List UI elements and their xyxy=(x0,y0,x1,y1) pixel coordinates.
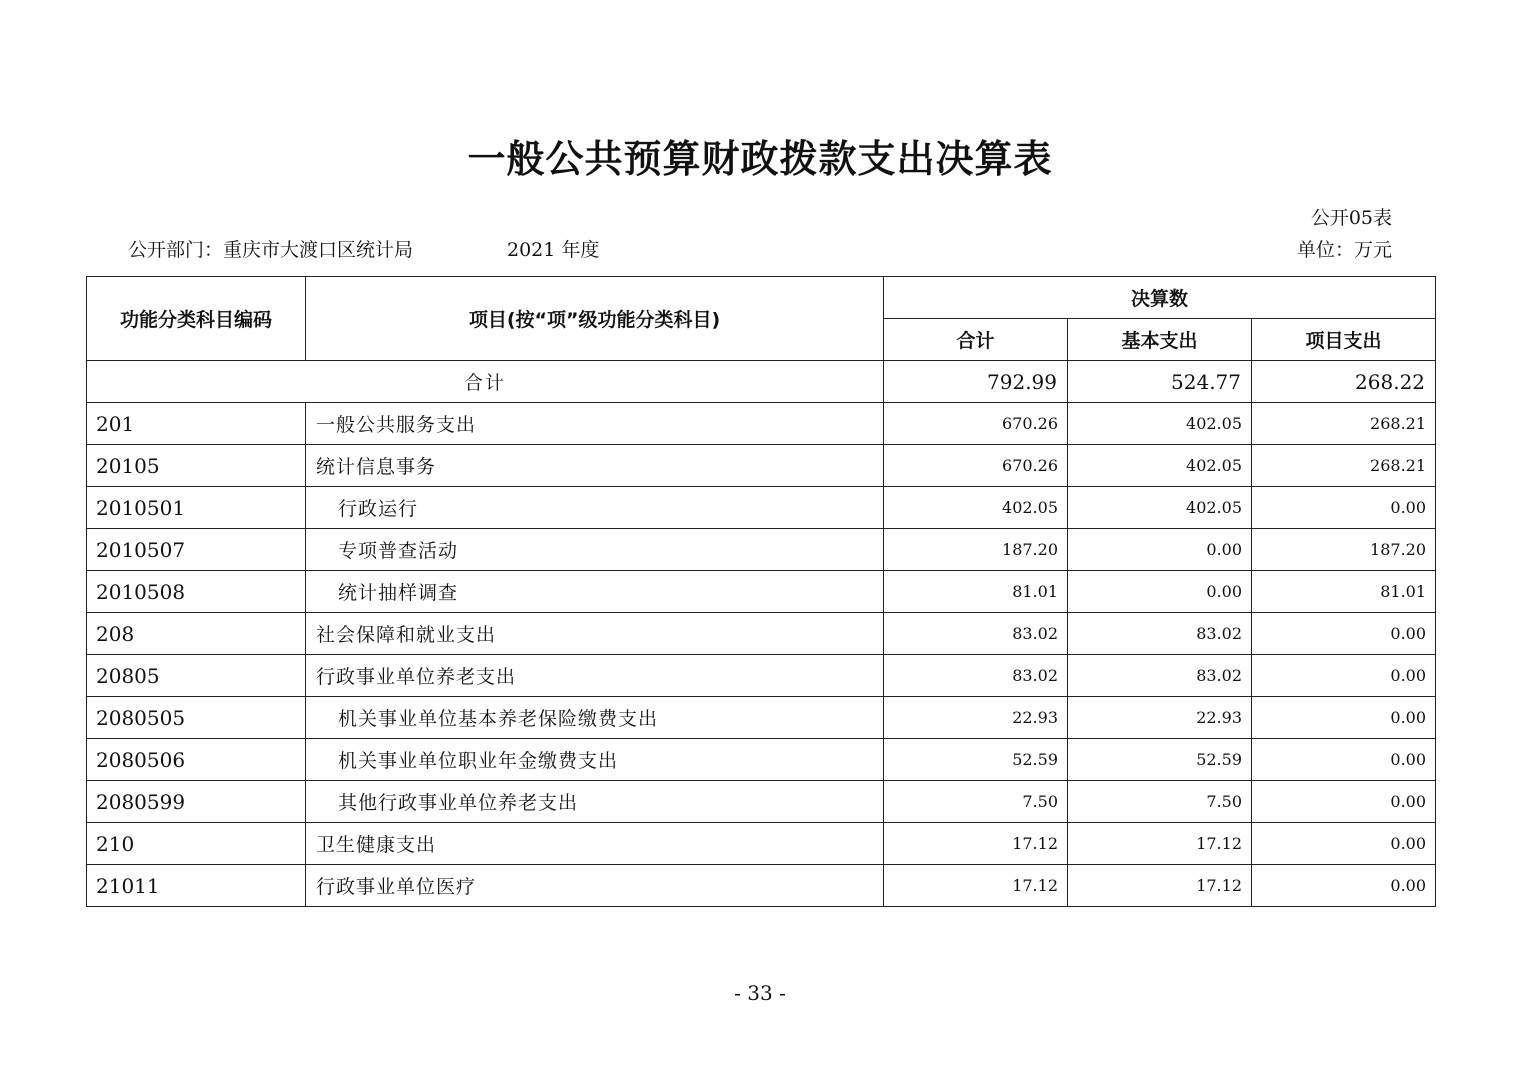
row-code: 2080505 xyxy=(87,697,306,739)
row-total: 670.26 xyxy=(884,403,1068,445)
row-code: 210 xyxy=(87,823,306,865)
row-basic: 0.00 xyxy=(1068,529,1252,571)
row-project: 268.21 xyxy=(1252,403,1436,445)
row-basic: 402.05 xyxy=(1068,403,1252,445)
row-total: 81.01 xyxy=(884,571,1068,613)
table-row xyxy=(87,739,1436,781)
row-code: 21011 xyxy=(87,865,306,907)
row-code: 20805 xyxy=(87,655,306,697)
table-row xyxy=(87,403,1436,445)
total-row xyxy=(87,361,1436,403)
unit-label: 单位：万元 xyxy=(1296,239,1392,261)
row-project: 0.00 xyxy=(1252,697,1436,739)
table-row xyxy=(87,571,1436,613)
row-project: 0.00 xyxy=(1252,487,1436,529)
row-project: 0.00 xyxy=(1252,655,1436,697)
table-row xyxy=(87,697,1436,739)
header-total: 合计 xyxy=(884,319,1068,361)
row-basic: 7.50 xyxy=(1068,781,1252,823)
header-group: 决算数 xyxy=(884,277,1436,319)
row-item-name: 机关事业单位基本养老保险缴费支出 xyxy=(306,697,884,739)
expenditure-table xyxy=(86,276,1436,907)
table-number: 公开05表 xyxy=(1310,207,1392,229)
row-code: 2010507 xyxy=(87,529,306,571)
row-project: 187.20 xyxy=(1252,529,1436,571)
row-project: 0.00 xyxy=(1252,613,1436,655)
table-row xyxy=(87,781,1436,823)
row-project: 0.00 xyxy=(1252,865,1436,907)
row-basic: 52.59 xyxy=(1068,739,1252,781)
row-project: 0.00 xyxy=(1252,781,1436,823)
row-item-name: 卫生健康支出 xyxy=(306,823,884,865)
table-row xyxy=(87,823,1436,865)
table-row xyxy=(87,613,1436,655)
row-basic: 83.02 xyxy=(1068,613,1252,655)
row-item-name: 行政事业单位医疗 xyxy=(306,865,884,907)
row-item-name: 机关事业单位职业年金缴费支出 xyxy=(306,739,884,781)
header-project: 项目支出 xyxy=(1252,319,1436,361)
row-total: 83.02 xyxy=(884,613,1068,655)
row-basic: 83.02 xyxy=(1068,655,1252,697)
total-basic: 524.77 xyxy=(1068,361,1252,403)
row-item-name: 社会保障和就业支出 xyxy=(306,613,884,655)
department-label: 公开部门：重庆市大渡口区统计局 xyxy=(128,239,414,261)
table-row xyxy=(87,865,1436,907)
row-item-name: 其他行政事业单位养老支出 xyxy=(306,781,884,823)
row-project: 268.21 xyxy=(1252,445,1436,487)
row-item-name: 统计信息事务 xyxy=(306,445,884,487)
row-project: 0.00 xyxy=(1252,823,1436,865)
row-basic: 402.05 xyxy=(1068,487,1252,529)
row-basic: 22.93 xyxy=(1068,697,1252,739)
row-total: 83.02 xyxy=(884,655,1068,697)
row-total: 17.12 xyxy=(884,865,1068,907)
row-total: 187.20 xyxy=(884,529,1068,571)
row-total: 22.93 xyxy=(884,697,1068,739)
row-item-name: 专项普查活动 xyxy=(306,529,884,571)
table-row xyxy=(87,445,1436,487)
header-code: 功能分类科目编码 xyxy=(87,277,306,361)
row-code: 208 xyxy=(87,613,306,655)
row-project: 0.00 xyxy=(1252,739,1436,781)
row-basic: 17.12 xyxy=(1068,865,1252,907)
total-sum: 792.99 xyxy=(884,361,1068,403)
row-total: 17.12 xyxy=(884,823,1068,865)
table-row xyxy=(87,655,1436,697)
fiscal-year: 2021 年度 xyxy=(507,239,600,261)
row-code: 2080599 xyxy=(87,781,306,823)
row-basic: 402.05 xyxy=(1068,445,1252,487)
row-code: 2080506 xyxy=(87,739,306,781)
header-item: 项目(按“项”级功能分类科目) xyxy=(306,277,884,361)
table-row xyxy=(87,529,1436,571)
row-total: 52.59 xyxy=(884,739,1068,781)
page-title: 一般公共预算财政拨款支出决算表 xyxy=(467,137,1053,181)
row-code: 2010501 xyxy=(87,487,306,529)
row-item-name: 一般公共服务支出 xyxy=(306,403,884,445)
row-item-name: 行政运行 xyxy=(306,487,884,529)
total-project: 268.22 xyxy=(1252,361,1436,403)
page-number: - 33 - xyxy=(734,981,786,1005)
table-row xyxy=(87,487,1436,529)
row-project: 81.01 xyxy=(1252,571,1436,613)
row-basic: 17.12 xyxy=(1068,823,1252,865)
row-total: 402.05 xyxy=(884,487,1068,529)
header-basic: 基本支出 xyxy=(1068,319,1252,361)
row-total: 7.50 xyxy=(884,781,1068,823)
total-label: 合计 xyxy=(87,361,884,403)
row-code: 20105 xyxy=(87,445,306,487)
row-code: 201 xyxy=(87,403,306,445)
row-item-name: 统计抽样调查 xyxy=(306,571,884,613)
row-basic: 0.00 xyxy=(1068,571,1252,613)
row-code: 2010508 xyxy=(87,571,306,613)
row-total: 670.26 xyxy=(884,445,1068,487)
row-item-name: 行政事业单位养老支出 xyxy=(306,655,884,697)
